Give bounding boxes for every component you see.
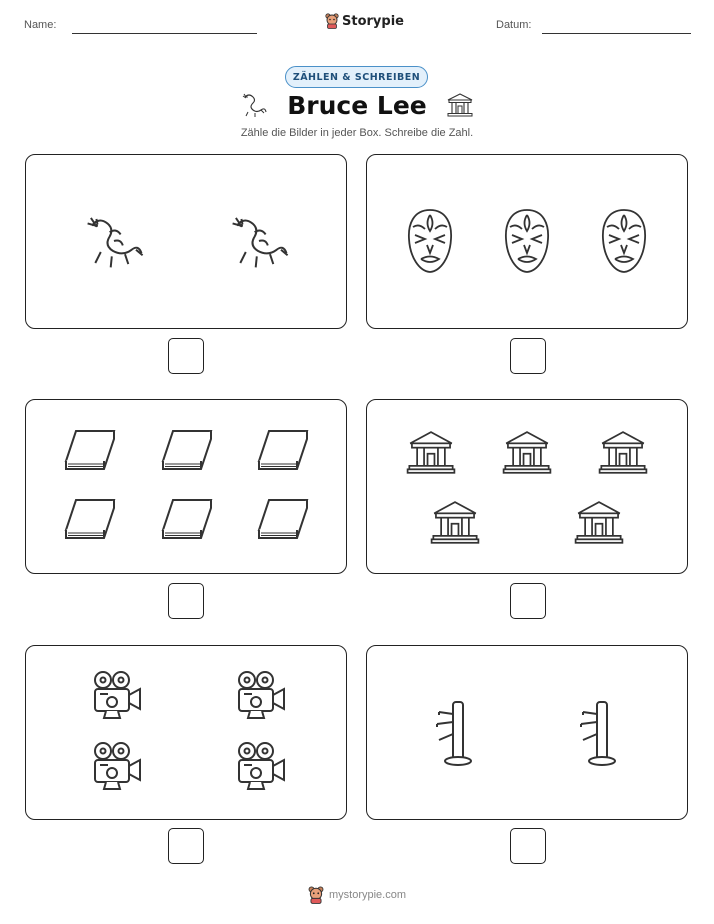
name-field[interactable] (72, 33, 257, 34)
bear-icon (325, 13, 339, 29)
temple-icon (429, 496, 481, 548)
temple-icon (501, 426, 553, 478)
footer-url: mystorypie.com (328, 889, 407, 901)
book-icon (255, 497, 311, 543)
answer-box-6[interactable] (510, 828, 546, 864)
name-label: Name: (24, 19, 57, 31)
book-icon (62, 428, 118, 474)
answer-box-3[interactable] (168, 583, 204, 619)
date-label: Datum: (496, 19, 532, 31)
brand-name: Storypie (342, 13, 404, 29)
book-icon (255, 428, 311, 474)
page-title: Bruce Lee (287, 90, 427, 120)
dragon-icon (226, 207, 292, 275)
opera-mask-icon (599, 207, 649, 275)
storypie-logo (325, 13, 404, 29)
temple-icon (405, 426, 457, 478)
count-box-4 (366, 399, 688, 574)
temple-icon (445, 90, 475, 120)
footer (0, 886, 714, 904)
count-box-5 (25, 645, 347, 820)
answer-box-2[interactable] (510, 338, 546, 374)
film-camera-icon (90, 741, 142, 791)
opera-mask-icon (502, 207, 552, 275)
opera-mask-icon (405, 207, 455, 275)
count-box-1 (25, 154, 347, 329)
book-icon (159, 428, 215, 474)
wooden-dummy-icon (433, 698, 477, 768)
film-camera-icon (234, 670, 286, 720)
film-camera-icon (90, 670, 142, 720)
answer-box-1[interactable] (168, 338, 204, 374)
dragon-icon (81, 207, 147, 275)
film-camera-icon (234, 741, 286, 791)
dragon-icon (239, 90, 269, 120)
count-box-2 (366, 154, 688, 329)
count-box-3 (25, 399, 347, 574)
book-icon (62, 497, 118, 543)
answer-box-4[interactable] (510, 583, 546, 619)
temple-icon (573, 496, 625, 548)
instructions: Zähle die Bilder in jeder Box. Schreibe die Zahl. (240, 127, 474, 139)
category-badge: ZÄHLEN & SCHREIBEN (285, 66, 428, 88)
book-icon (159, 497, 215, 543)
bear-icon (308, 886, 324, 904)
title-row (0, 90, 714, 120)
temple-icon (597, 426, 649, 478)
date-field[interactable] (542, 33, 691, 34)
count-box-6 (366, 645, 688, 820)
wooden-dummy-icon (577, 698, 621, 768)
answer-box-5[interactable] (168, 828, 204, 864)
